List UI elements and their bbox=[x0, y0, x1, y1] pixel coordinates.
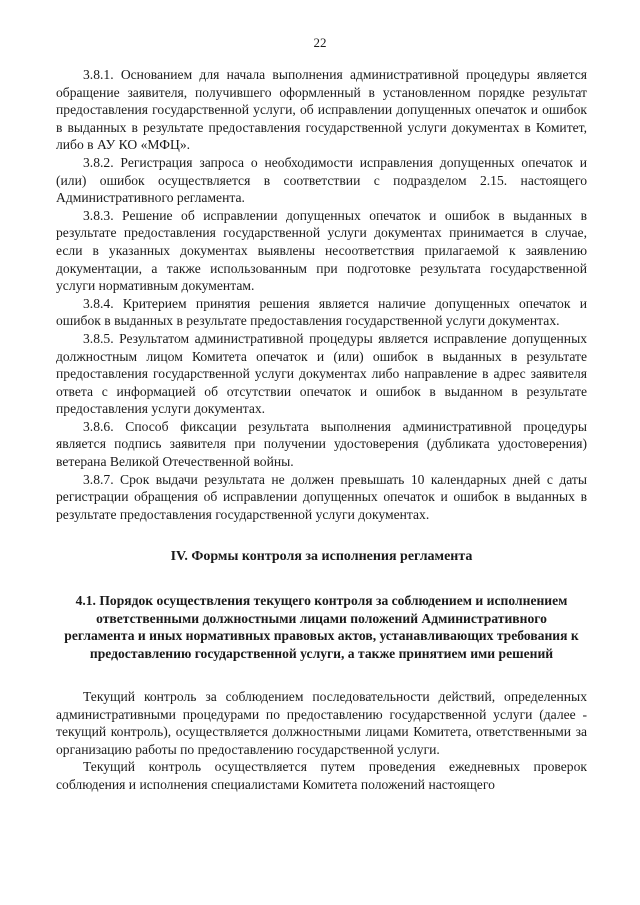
page-number: 22 bbox=[313, 35, 327, 50]
paragraph-3-8-4: 3.8.4. Критерием принятия решения является наличие допущенных опечаток и ошибок в выданных в результате предоставления государственной услуги документах. bbox=[56, 295, 587, 329]
document-body bbox=[56, 66, 587, 794]
paragraph-3-8-5: 3.8.5. Результатом административной процедуры является исправление допущенных должностным лицом Комитета опечаток и (или) ошибок в выданных в результате предоставления государственной услуги документах либо направление в адрес заявителя ответа с информацией об отсутствии опечаток и ошибок в выданном в результате предоставления услуги документах. bbox=[56, 330, 587, 417]
paragraph-current-control-method: Текущий контроль осуществляется путем проведения ежедневных проверок соблюдения и исполнения специалистами Комитета положений настоящего bbox=[56, 759, 587, 793]
paragraph-3-8-1: 3.8.1. Основанием для начала выполнения административной процедуры является обращение заявителя, получившего оформленный в установленном порядке результат предоставления государственной услуги, об исправлении допущенных опечаток и ошибок в выданных в результате предоставления государственной услуги документах в Комитет, либо в АУ КО «МФЦ». bbox=[56, 67, 587, 153]
paragraph-3-8-6: 3.8.6. Способ фиксации результата выполнения административной процедуры является подпись заявителя при получении удостоверения (дубликата удостоверения) ветерана Великой Отечественной войны. bbox=[56, 418, 587, 470]
section-title: IV. Формы контроля за исполнения регламента bbox=[170, 549, 473, 565]
paragraph-3-8-2: 3.8.2. Регистрация запроса о необходимости исправления допущенных опечаток и (или) ошибок осуществляется в соответствии с подразделом 2.15. настоящего Административного регламента. bbox=[56, 154, 587, 206]
spacer bbox=[56, 662, 587, 688]
paragraph-3-8-3: 3.8.3. Решение об исправлении допущенных опечаток и ошибок в выданных в результате предоставления государственной услуги документах принимается в случае, если в указанных документах выявлены несоответствия прилагаемой к заявлению документации, а также использованным при подготовке результата государственной услуги нормативным документам. bbox=[56, 207, 587, 294]
paragraph-3-8-7: 3.8.7. Срок выдачи результата не должен превышать 10 календарных дней с даты регистрации обращения об исправлении допущенных опечаток и ошибок в выданных в результате предоставления государственной услуги документах. bbox=[56, 471, 587, 522]
paragraph-current-control: Текущий контроль за соблюдением последовательности действий, определенных административными процедурами по предоставлению государственной услуги (далее - текущий контроль), осуществляется должностными лицами Комитета, ответственными за организацию работы по предоставлению государственной услуги. bbox=[56, 689, 587, 757]
subsection-title: 4.1. Порядок осуществления текущего контроля за соблюдением и исполнением ответственными должностными лицами положений Административного регламента и иных нормативных правовых актов, устанавливающих требования к предоставлению государственной услуги, а также принятием ими решений bbox=[64, 593, 579, 661]
